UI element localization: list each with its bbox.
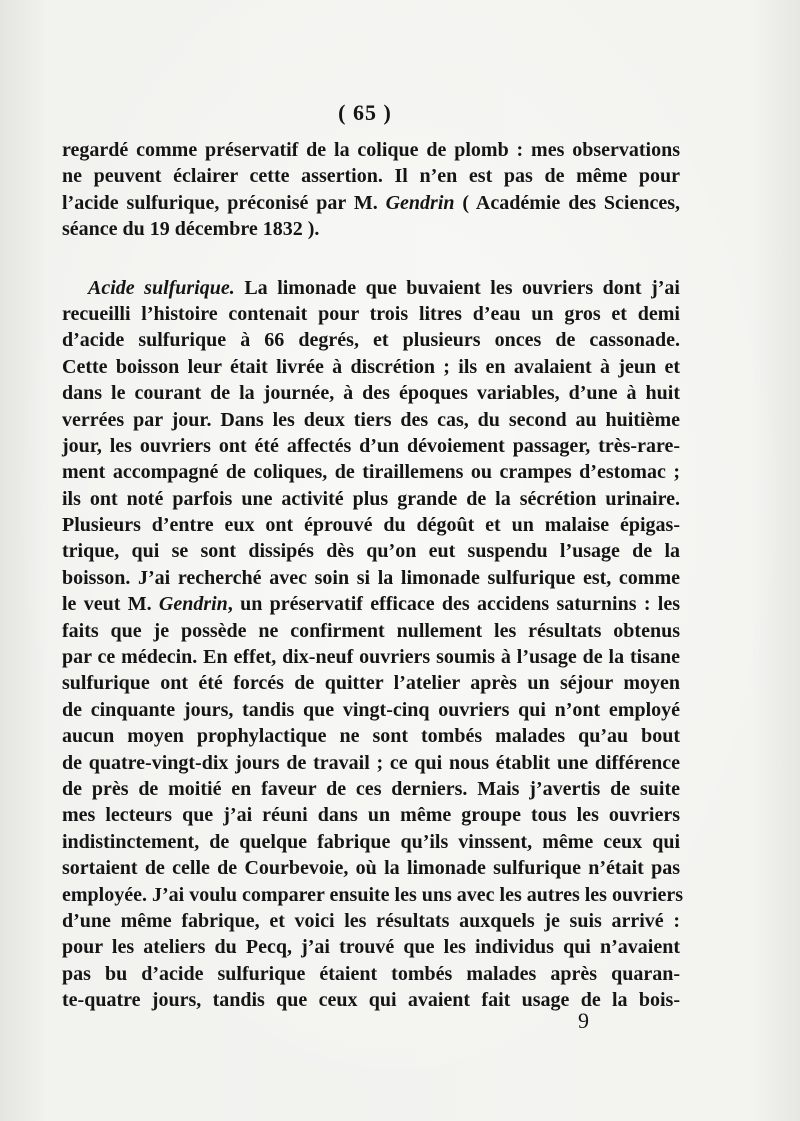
page-number: ( 65 )	[338, 100, 392, 125]
text-line: aucun moyen prophylactique ne sont tombés malades qu’au bout	[62, 725, 680, 748]
text-line: d’une même fabrique, et voici les résultats auxquels je suis arrivé :	[62, 909, 680, 932]
author-name: Gendrin	[385, 191, 455, 214]
text-line: employée. J’ai voulu comparer ensuite les uns avec les autres les ouvriers	[62, 883, 684, 906]
text-fragment: ( Académie des Sciences,	[454, 191, 680, 214]
text-line: verrées par jour. Dans les deux tiers des cas, du second au huitième	[62, 408, 680, 431]
text-line: indistinctement, de quelque fabrique qu’ils vinssent, même ceux qui	[62, 830, 680, 853]
text-line: de près de moitié en faveur de ces derniers. Mais j’avertis de suite	[62, 777, 680, 800]
section-heading: Acide sulfurique.	[88, 276, 235, 299]
text-line: pour les ateliers du Pecq, j’ai trouvé que les individus qui n’avaient	[62, 936, 680, 959]
text-line: ils ont noté parfois une activité plus grande de la sécrétion urinaire.	[62, 487, 680, 510]
text-line: Plusieurs d’entre eux ont éprouvé du dégoût et un malaise épigas-	[62, 514, 680, 537]
text-line: d’acide sulfurique à 66 degrés, et plusieurs onces de cassonade.	[62, 329, 680, 352]
text-line: te-quatre jours, tandis que ceux qui avaient fait usage de la bois-	[62, 989, 680, 1012]
text-line: de cinquante jours, tandis que vingt-cinq ouvriers qui n’ont employé	[62, 698, 680, 721]
text-line: sulfurique ont été forcés de quitter l’atelier après un séjour moyen	[62, 672, 680, 695]
author-name: Gendrin	[158, 593, 228, 616]
text-line: par ce médecin. En effet, dix-neuf ouvriers soumis à l’usage de la tisane	[62, 646, 680, 669]
body-text	[62, 137, 684, 1014]
text-line: sortaient de celle de Courbevoie, où la limonade sulfurique n’était pas	[62, 857, 680, 880]
text-line	[62, 275, 680, 301]
text-line: Cette boisson leur était livrée à discrétion ; ils en avalaient à jeun et	[62, 355, 680, 378]
text-fragment: La limonade que buvaient les ouvriers dont j’ai	[234, 276, 680, 299]
text-line: ne peuvent éclairer cette assertion. Il n’en est pas de même pour	[62, 165, 680, 188]
text-line	[62, 591, 680, 617]
text-line: regardé comme préservatif de la colique de plomb : mes observations	[62, 139, 680, 161]
text-line: faits que je possède ne confirment nullement les résultats obtenus	[62, 619, 680, 642]
text-line: pas bu d’acide sulfurique étaient tombés malades après quaran-	[62, 962, 680, 985]
signature-mark: 9	[578, 1008, 589, 1033]
text-fragment: l’acide sulfurique, préconisé par M.	[62, 191, 386, 214]
text-line: recueilli l’histoire contenait pour trois litres d’eau un gros et demi	[62, 302, 680, 325]
text-line: ment accompagné de coliques, de tiraillemens ou crampes d’estomac ;	[62, 461, 680, 484]
text-line: de quatre-vingt-dix jours de travail ; ce qui nous établit une différence	[62, 751, 680, 774]
text-fragment: le veut M.	[62, 593, 159, 616]
text-line: dans le courant de la journée, à des époques variables, d’une à huit	[62, 382, 680, 405]
text-line: boisson. J’ai recherché avec soin si la limonade sulfurique est, comme	[62, 566, 680, 589]
text-fragment: , un préservatif efficace des accidens saturnins : les	[227, 593, 680, 616]
text-line: jour, les ouvriers ont été affectés d’un dévoiement passager, très-rare-	[62, 434, 680, 457]
text-line	[62, 190, 680, 216]
text-line: mes lecteurs que j’ai réuni dans un même groupe tous les ouvriers	[62, 804, 680, 827]
text-line: séance du 19 décembre 1832 ).	[62, 218, 320, 241]
paragraph-gap	[62, 243, 680, 275]
text-line: trique, qui se sont dissipés dès qu’on eut suspendu l’usage de la	[62, 540, 680, 563]
